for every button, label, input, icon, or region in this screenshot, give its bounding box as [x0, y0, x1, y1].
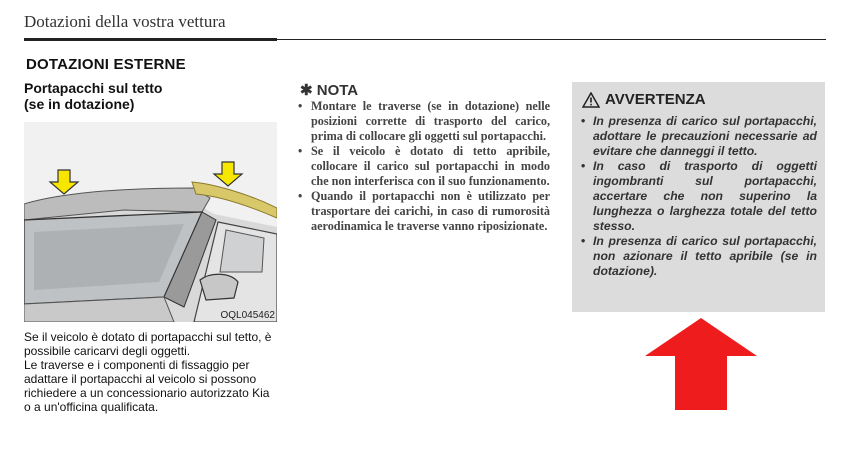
nota-item: • Quando il portapacchi non è utilizzato per trasportare dei carichi, in caso di rumorosità aerodinamica le traverse vanno riposizionate.	[298, 189, 550, 234]
header-rule	[24, 38, 277, 41]
body-paragraph-2: Le traverse e i componenti di fissaggio per adattare il portapacchi al veicolo si possono richiedere a un concessionario autorizzato Kia o a un'officina qualificata.	[24, 358, 270, 414]
warning-title: AVVERTENZA	[605, 91, 706, 108]
body-text	[24, 330, 278, 414]
warning-item: • In presenza di carico sul portapacchi, non azionare il tetto apribile (se in dotazione).	[581, 234, 817, 279]
warning-item: • In presenza di carico sul portapacchi, adottare le precauzioni necessarie ad evitare che danneggi il tetto.	[581, 114, 817, 159]
warning-item: • In caso di trasporto di oggetti ingombranti sul portapacchi, accertare che non superino la lunghezza o larghezza totale del tetto stesso.	[581, 159, 817, 234]
warning-list	[581, 114, 817, 279]
roof-rack-illustration	[24, 122, 277, 322]
page-header-title: Dotazioni della vostra vettura	[24, 12, 226, 31]
nota-item: • Montare le traverse (se in dotazione) nelle posizioni corrette di trasporto del carico, prima di collocare gli oggetti sul portapacchi.	[298, 99, 550, 144]
nota-title: ✱ NOTA	[300, 82, 359, 99]
red-up-arrow-icon	[645, 318, 757, 410]
warning-triangle-icon	[582, 92, 600, 108]
section-title: DOTAZIONI ESTERNE	[26, 56, 186, 73]
subsection-title	[24, 80, 264, 112]
subsection-title-line1: Portapacchi sul tetto	[24, 80, 163, 96]
subsection-title-line2: (se in dotazione)	[24, 96, 135, 112]
body-paragraph-1: Se il veicolo è dotato di portapacchi sul tetto, è possibile caricarvi degli oggetti.	[24, 330, 272, 358]
car-roof-drawing	[24, 122, 277, 322]
warning-header	[582, 91, 706, 108]
header-rule-thin	[277, 39, 826, 40]
nota-list	[298, 99, 550, 234]
image-code: OQL045462	[220, 310, 275, 321]
nota-item: • Se il veicolo è dotato di tetto apribile, collocare il carico sul portapacchi in modo che non interferisca con il suo funzionamento.	[298, 144, 550, 189]
warning-box	[572, 82, 825, 312]
